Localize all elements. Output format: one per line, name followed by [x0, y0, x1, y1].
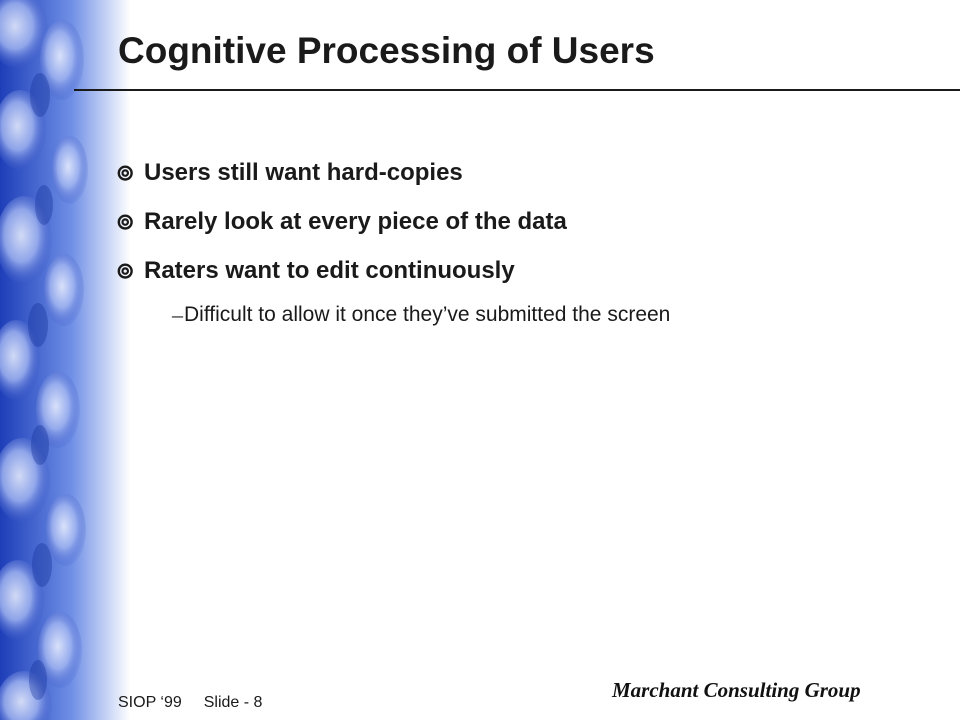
circled-ring-bullet-icon: ⊚	[116, 208, 135, 234]
circled-ring-bullet-icon: ⊚	[116, 159, 135, 185]
slide-number: Slide - 8	[203, 694, 263, 711]
dash-bullet-icon: –	[172, 302, 183, 327]
event-label: SIOP ‘99	[118, 694, 182, 711]
decorative-side-art	[0, 0, 130, 720]
slide-footer	[118, 694, 262, 712]
bullet-text: Rarely look at every piece of the data	[144, 207, 567, 235]
bullet-text: Users still want hard-copies	[144, 158, 463, 186]
circled-ring-bullet-icon: ⊚	[116, 257, 135, 283]
sub-bullet-item	[116, 295, 936, 335]
bullet-list	[116, 148, 936, 335]
bullet-item	[116, 197, 936, 246]
bullet-item	[116, 148, 936, 197]
slide-title: Cognitive Processing of Users	[118, 30, 655, 71]
sub-bullet-text: Difficult to allow it once they’ve submitted the screen	[184, 303, 671, 326]
bullet-text: Raters want to edit continuously	[144, 256, 515, 284]
company-name: Marchant Consulting Group	[612, 678, 861, 702]
title-divider	[74, 89, 960, 91]
bullet-item	[116, 246, 936, 295]
